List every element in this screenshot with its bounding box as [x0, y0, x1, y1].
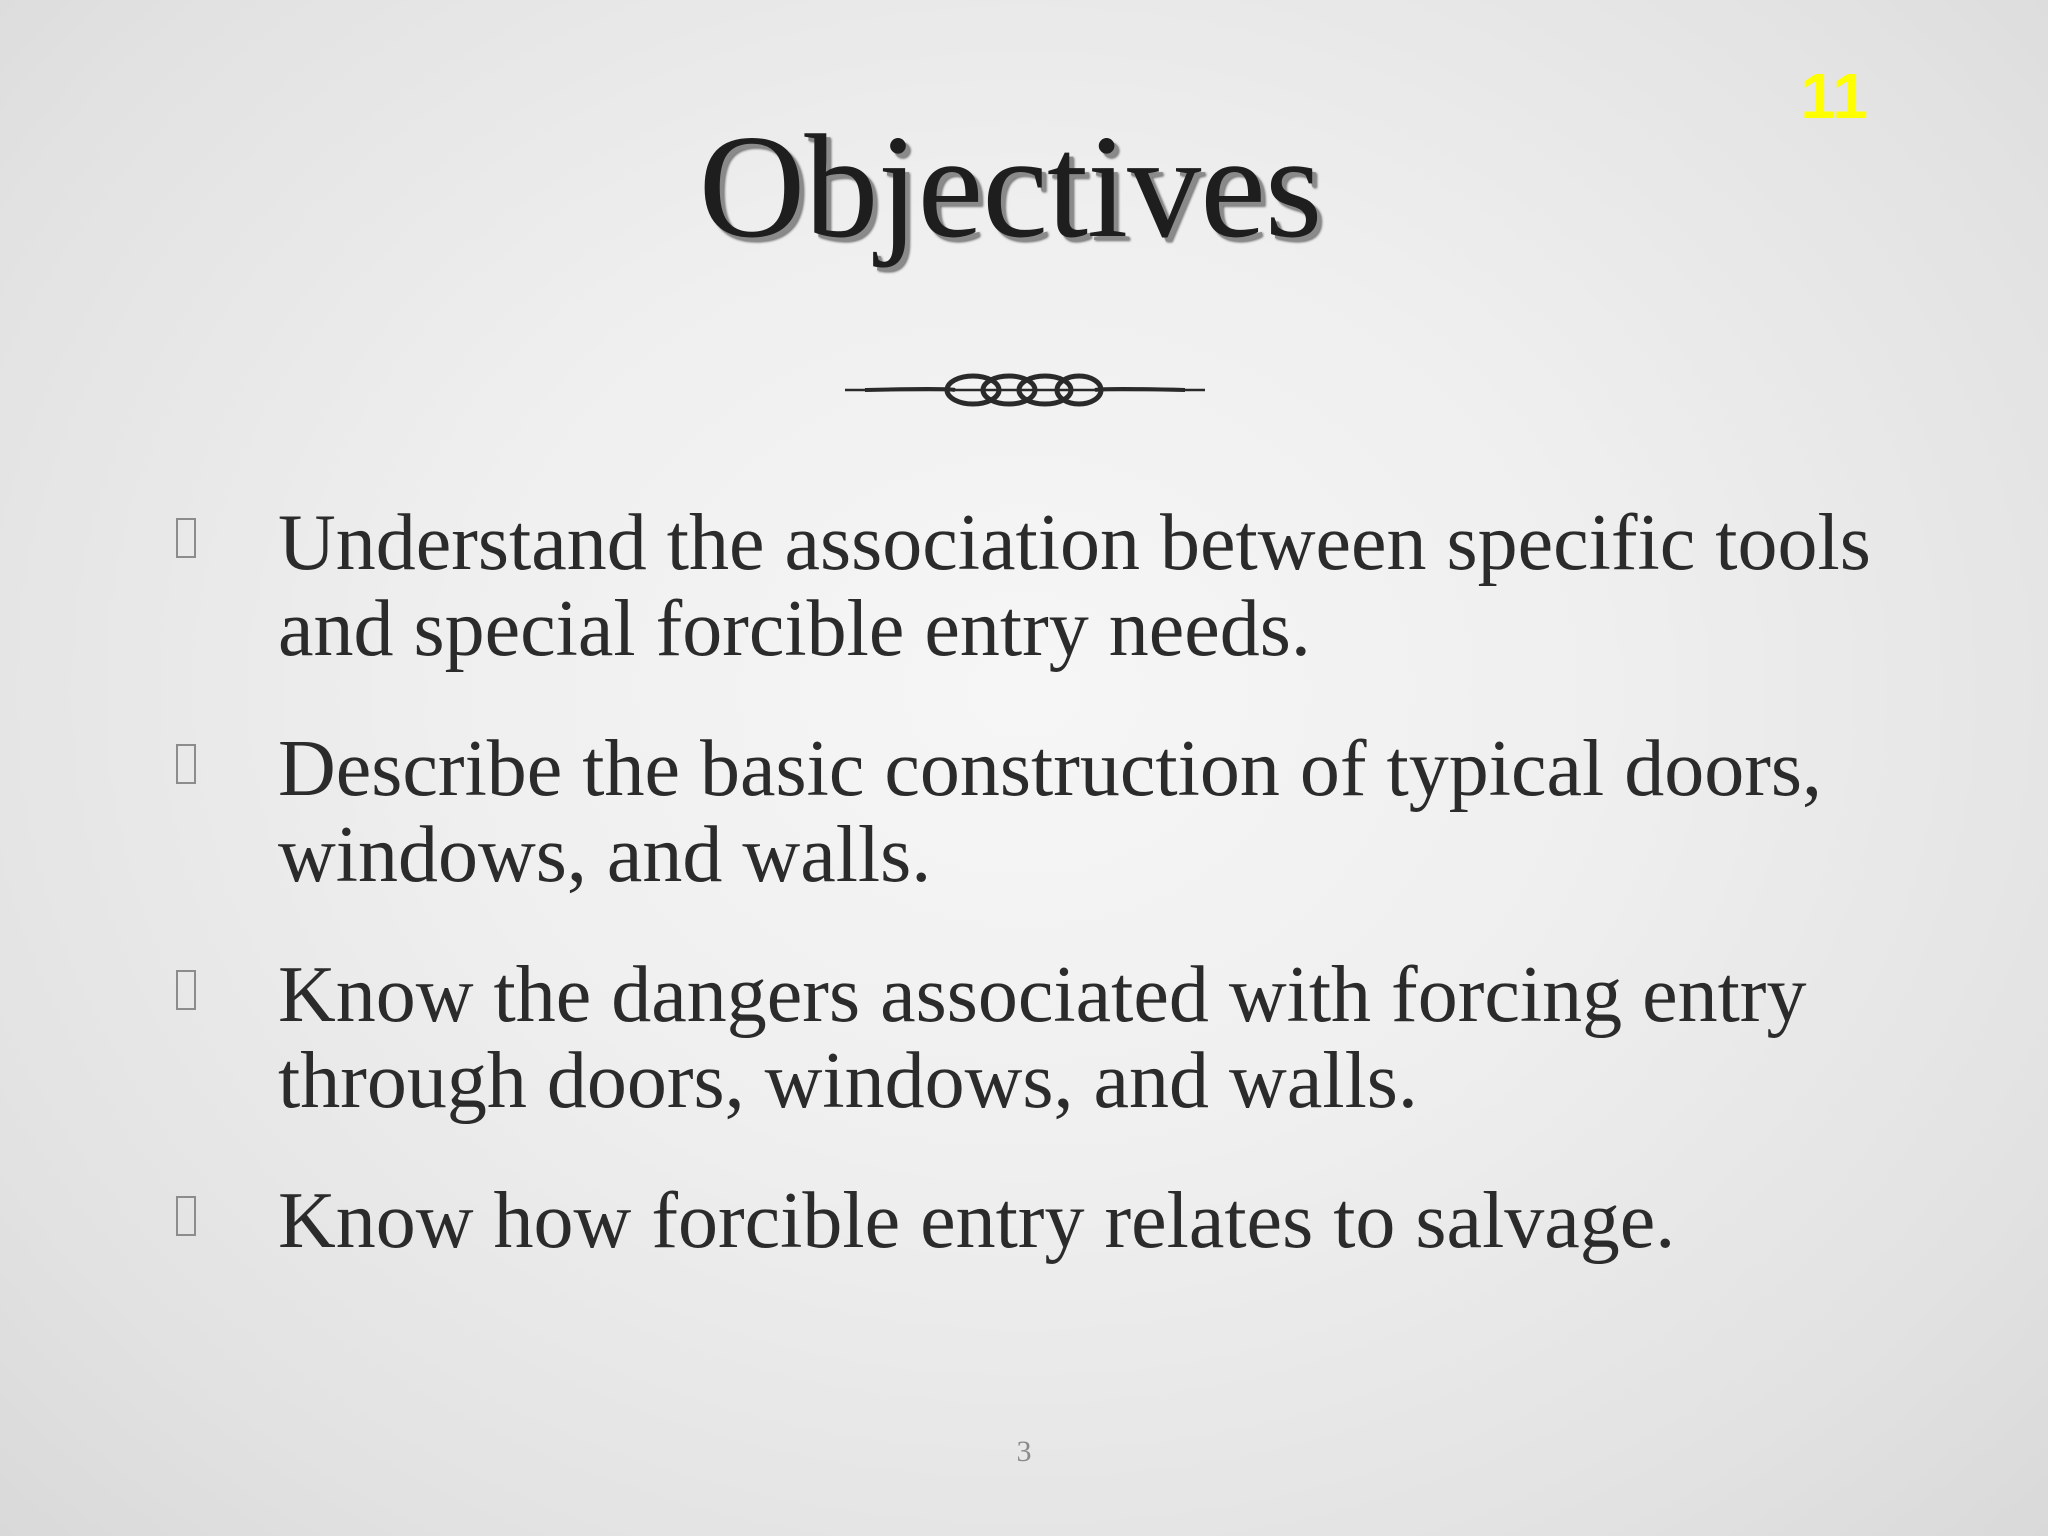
- bullet-text: Know the dangers associated with forcing entry through doors, windows, and walls.: [278, 951, 1807, 1125]
- square-bullet-icon: [176, 518, 196, 558]
- square-bullet-icon: [176, 1196, 196, 1236]
- bullet-text: Understand the association between specific tools and special forcible entry needs.: [278, 499, 1871, 673]
- objectives-list: [170, 500, 1970, 1318]
- list-item: [170, 952, 1970, 1124]
- bullet-text: Know how forcible entry relates to salvage.: [278, 1177, 1676, 1265]
- slide-corner-number: 11: [1800, 60, 1868, 132]
- list-item: [170, 1178, 1970, 1264]
- scroll-ornament-icon: [845, 362, 1205, 418]
- square-bullet-icon: [176, 970, 196, 1010]
- square-bullet-icon: [176, 744, 196, 784]
- list-item: [170, 500, 1970, 672]
- slide-title: Objectives: [698, 105, 1322, 269]
- list-item: [170, 726, 1970, 898]
- page-number: 3: [1016, 1435, 1032, 1468]
- bullet-text: Describe the basic construction of typical doors, windows, and walls.: [278, 725, 1822, 899]
